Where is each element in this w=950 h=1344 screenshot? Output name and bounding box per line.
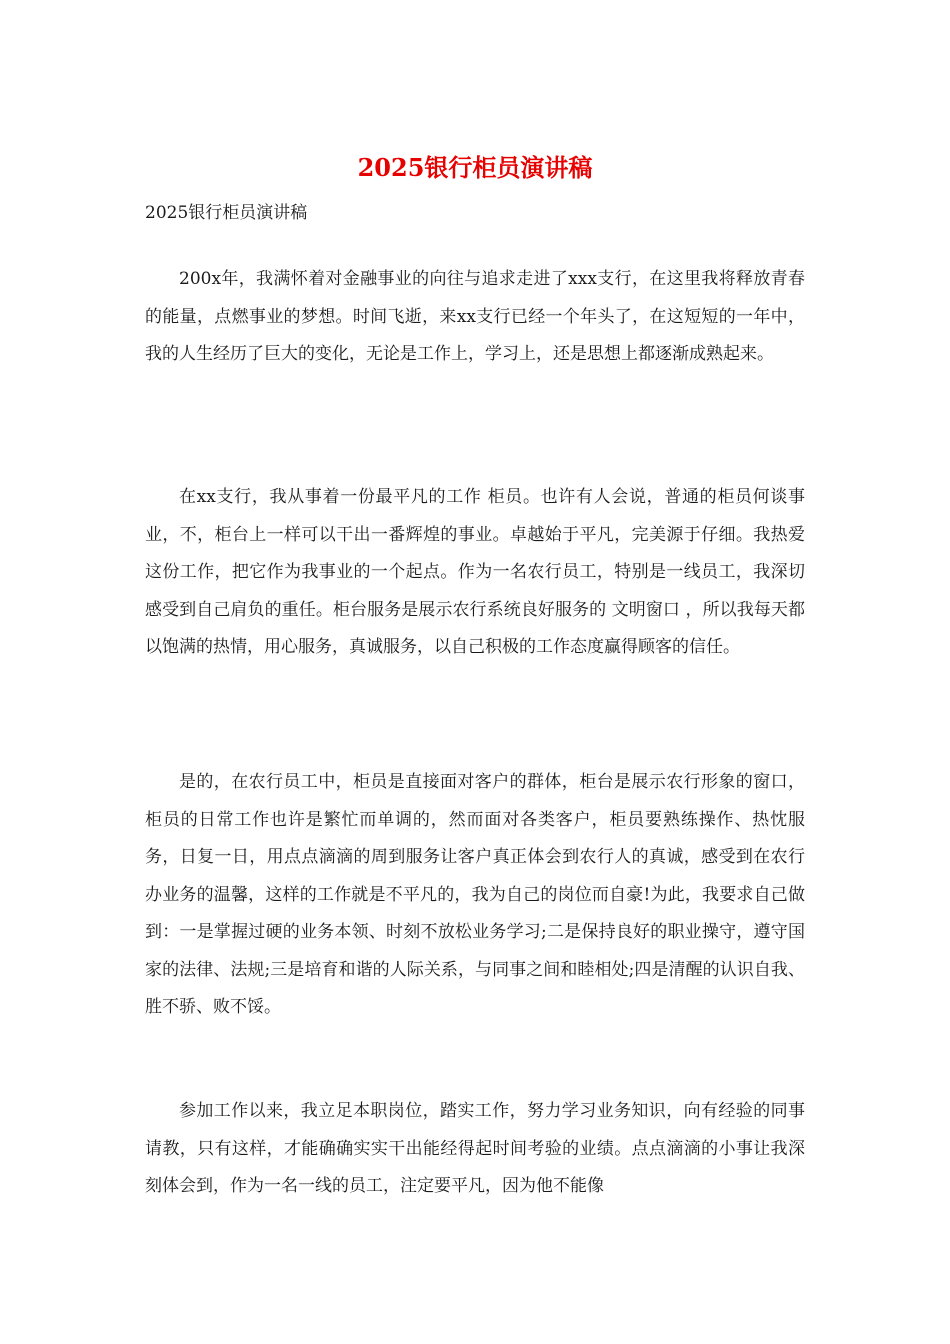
paragraph: 200x年，我满怀着对金融事业的向往与追求走进了xxx支行，在这里我将释放青春的能量，点燃事业的梦想。时间飞逝，来xx支行已经一个年头了，在这短短的一年中，我的人生经历了巨大的变化，无论是工作上，学习上，还是思想上都逐渐成熟起来。 (145, 269, 805, 364)
paragraph: 参加工作以来，我立足本职岗位，踏实工作，努力学习业务知识，向有经验的同事请教，只有这样，才能确确实实干出能经得起时间考验的业绩。点点滴滴的小事让我深刻体会到，作为一名一线的员工，注定要平凡，因为他不能像 (145, 1101, 805, 1196)
paragraph: 是的，在农行员工中，柜员是直接面对客户的群体，柜台是展示农行形象的窗口，柜员的日常工作也许是繁忙而单调的，然而面对各类客户，柜员要熟练操作、热忱服务，日复一日，用点点滴滴的周到服务让客户真正体会到农行人的真诚，感受到在农行办业务的温馨，这样的工作就是不平凡的，我为自己的岗位而自豪!为此，我要求自己做到：一是掌握过硬的业务本领、时刻不放松业务学习;二是保持良好的职业操守，遵守国家的法律、法规;三是培育和谐的人际关系，与同事之间和睦相处;四是清醒的认识自我、胜不骄、败不馁。 (145, 772, 805, 1017)
paragraph: 在xx支行，我从事着一份最平凡的工作 柜员。也许有人会说，普通的柜员何谈事业，不，柜台上一样可以干出一番辉煌的事业。卓越始于平凡，完美源于仔细。我热爱这份工作，把它作为我事业的一个起点。作为一名农行员工，特别是一线员工，我深切感受到自己肩负的重任。柜台服务是展示农行系统良好服务的 文明窗口 ，所以我每天都以饱满的热情，用心服务，真诚服务，以自己积极的工作态度赢得顾客的信任。 (145, 487, 805, 657)
document-subtitle: 2025银行柜员演讲稿 (145, 203, 308, 223)
document-title: 2025银行柜员演讲稿 (357, 153, 593, 182)
